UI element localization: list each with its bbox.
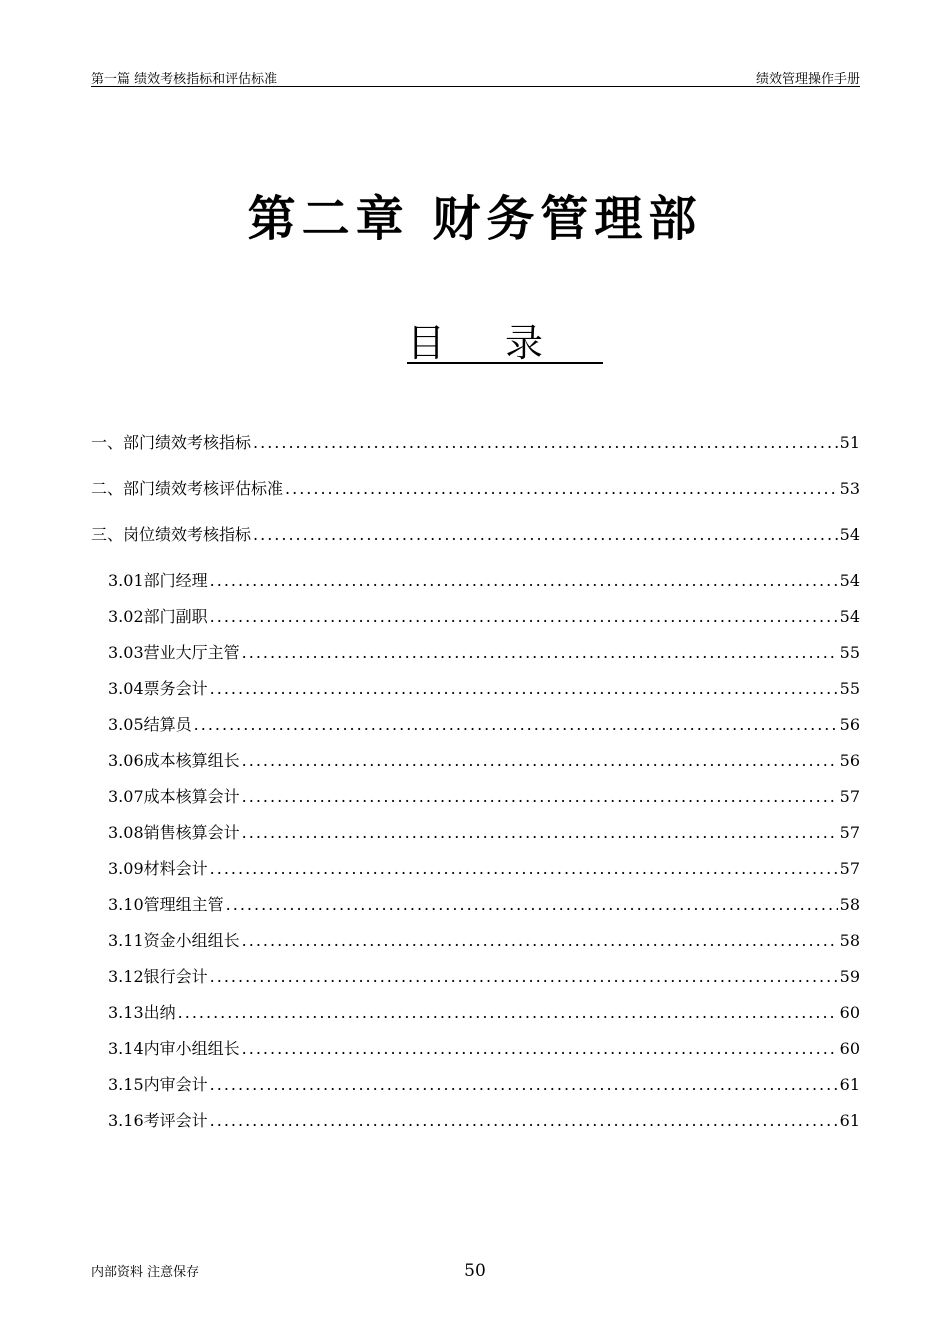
header-manual-title: 绩效管理操作手册: [755, 72, 860, 87]
toc-subentry-number: 3.11: [108, 931, 144, 950]
toc-dot-leader: [242, 787, 838, 806]
toc-subentry[interactable]: [91, 1072, 860, 1108]
toc-subentry-page: 56: [839, 751, 860, 770]
toc-entry[interactable]: [91, 476, 860, 522]
toc-subentry[interactable]: [91, 712, 860, 748]
toc-dot-leader: [178, 1003, 838, 1022]
toc-subentry-number: 3.14: [108, 1039, 144, 1058]
toc-entry[interactable]: [91, 522, 860, 568]
toc-entry-page: 54: [839, 525, 860, 544]
toc-subentry-page: 54: [839, 607, 860, 626]
toc-subentry-page: 61: [839, 1075, 860, 1094]
toc-subentry-label: 结算员: [143, 715, 192, 734]
toc-subentry-label: 材料会计: [143, 859, 208, 878]
toc-subentry-number: 3.13: [108, 1003, 144, 1022]
toc-dot-leader: [194, 715, 838, 734]
toc-subentry-number: 3.08: [108, 823, 144, 842]
toc-dot-leader: [253, 433, 838, 452]
toc-subentry[interactable]: [91, 748, 860, 784]
toc-subentry[interactable]: [91, 568, 860, 604]
toc-subentry-number: 3.07: [108, 787, 144, 806]
toc-subentry[interactable]: [91, 964, 860, 1000]
toc-dot-leader: [210, 679, 838, 698]
toc-subentry-page: 58: [839, 895, 860, 914]
toc-subentry[interactable]: [91, 1000, 860, 1036]
toc-dot-leader: [242, 1039, 838, 1058]
toc-subentry-number: 3.16: [108, 1111, 144, 1130]
toc-dot-leader: [210, 1111, 838, 1130]
toc-subentry-label: 销售核算会计: [143, 823, 240, 842]
toc-entry-label: 一、部门绩效考核指标: [91, 433, 252, 452]
toc-subentry-page: 55: [839, 679, 860, 698]
toc-subentry-label: 成本核算会计: [143, 787, 240, 806]
toc-subentry-number: 3.05: [108, 715, 144, 734]
toc-entry-page: 51: [839, 433, 860, 452]
toc-subentry-page: 54: [839, 571, 860, 590]
toc-subentry[interactable]: [91, 640, 860, 676]
toc-subentry-label: 部门经理: [143, 571, 208, 590]
toc-subentry-label: 票务会计: [143, 679, 208, 698]
toc-dot-leader: [210, 967, 838, 986]
toc-dot-leader: [285, 479, 838, 498]
toc-subentry-page: 60: [839, 1039, 860, 1058]
toc-subentry-page: 60: [839, 1003, 860, 1022]
toc-subentry-page: 56: [839, 715, 860, 734]
toc-subentry-number: 3.06: [108, 751, 144, 770]
toc-subentry-number: 3.01: [108, 571, 144, 590]
toc-entry-label: 二、部门绩效考核评估标准: [91, 479, 284, 498]
toc-dot-leader: [210, 859, 838, 878]
toc-subentry-number: 3.15: [108, 1075, 144, 1094]
footer-confidential-note: 内部资料 注意保存: [91, 1265, 200, 1280]
toc-dot-leader: [242, 643, 838, 662]
toc-subentry-label: 出纳: [143, 1003, 176, 1022]
toc-dot-leader: [253, 525, 838, 544]
chapter-title: 第二章 财务管理部: [247, 191, 703, 247]
toc-subentry-page: 57: [839, 823, 860, 842]
toc-subentry-number: 3.03: [108, 643, 144, 662]
toc-subentry-label: 营业大厅主管: [143, 643, 240, 662]
toc-subentry-label: 内审小组组长: [143, 1039, 240, 1058]
toc-subentry[interactable]: [91, 856, 860, 892]
toc-subentry-number: 3.12: [108, 967, 144, 986]
toc-dot-leader: [242, 931, 838, 950]
toc-subsection-list: [91, 568, 860, 1144]
toc-subentry[interactable]: [91, 604, 860, 640]
toc-entry[interactable]: [91, 430, 860, 476]
toc-subentry[interactable]: [91, 928, 860, 964]
toc-subentry-number: 3.02: [108, 607, 144, 626]
toc-heading: [0, 312, 950, 367]
toc-heading-text: 目录: [406, 321, 603, 365]
toc-subentry-label: 管理组主管: [143, 895, 224, 914]
toc-subentry-page: 59: [839, 967, 860, 986]
toc-subentry-number: 3.09: [108, 859, 144, 878]
toc-subentry-page: 57: [839, 787, 860, 806]
toc-subentry-label: 考评会计: [143, 1111, 208, 1130]
table-of-contents: [91, 430, 860, 1144]
toc-subentry-page: 55: [839, 643, 860, 662]
toc-subentry[interactable]: [91, 676, 860, 712]
toc-subentry[interactable]: [91, 892, 860, 928]
toc-subentry[interactable]: [91, 784, 860, 820]
toc-subentry-label: 成本核算组长: [143, 751, 240, 770]
page-number: 50: [464, 1261, 486, 1281]
toc-dot-leader: [242, 751, 838, 770]
toc-subentry-page: 61: [839, 1111, 860, 1130]
toc-subentry-page: 58: [839, 931, 860, 950]
toc-subentry-label: 资金小组组长: [143, 931, 240, 950]
toc-entry-label: 三、岗位绩效考核指标: [91, 525, 252, 544]
toc-subentry[interactable]: [91, 1036, 860, 1072]
toc-subentry-label: 银行会计: [143, 967, 208, 986]
toc-subentry-number: 3.10: [108, 895, 144, 914]
page-header: [91, 66, 860, 87]
toc-subentry[interactable]: [91, 1108, 860, 1144]
toc-entry-page: 53: [839, 479, 860, 498]
header-section-title: 第一篇 绩效考核指标和评估标准: [91, 72, 278, 87]
toc-dot-leader: [210, 607, 838, 626]
toc-subentry-label: 内审会计: [143, 1075, 208, 1094]
toc-subentry[interactable]: [91, 820, 860, 856]
toc-subentry-label: 部门副职: [143, 607, 208, 626]
toc-dot-leader: [242, 823, 838, 842]
toc-subentry-page: 57: [839, 859, 860, 878]
toc-subentry-number: 3.04: [108, 679, 144, 698]
toc-dot-leader: [226, 895, 838, 914]
toc-dot-leader: [210, 1075, 838, 1094]
toc-dot-leader: [210, 571, 838, 590]
